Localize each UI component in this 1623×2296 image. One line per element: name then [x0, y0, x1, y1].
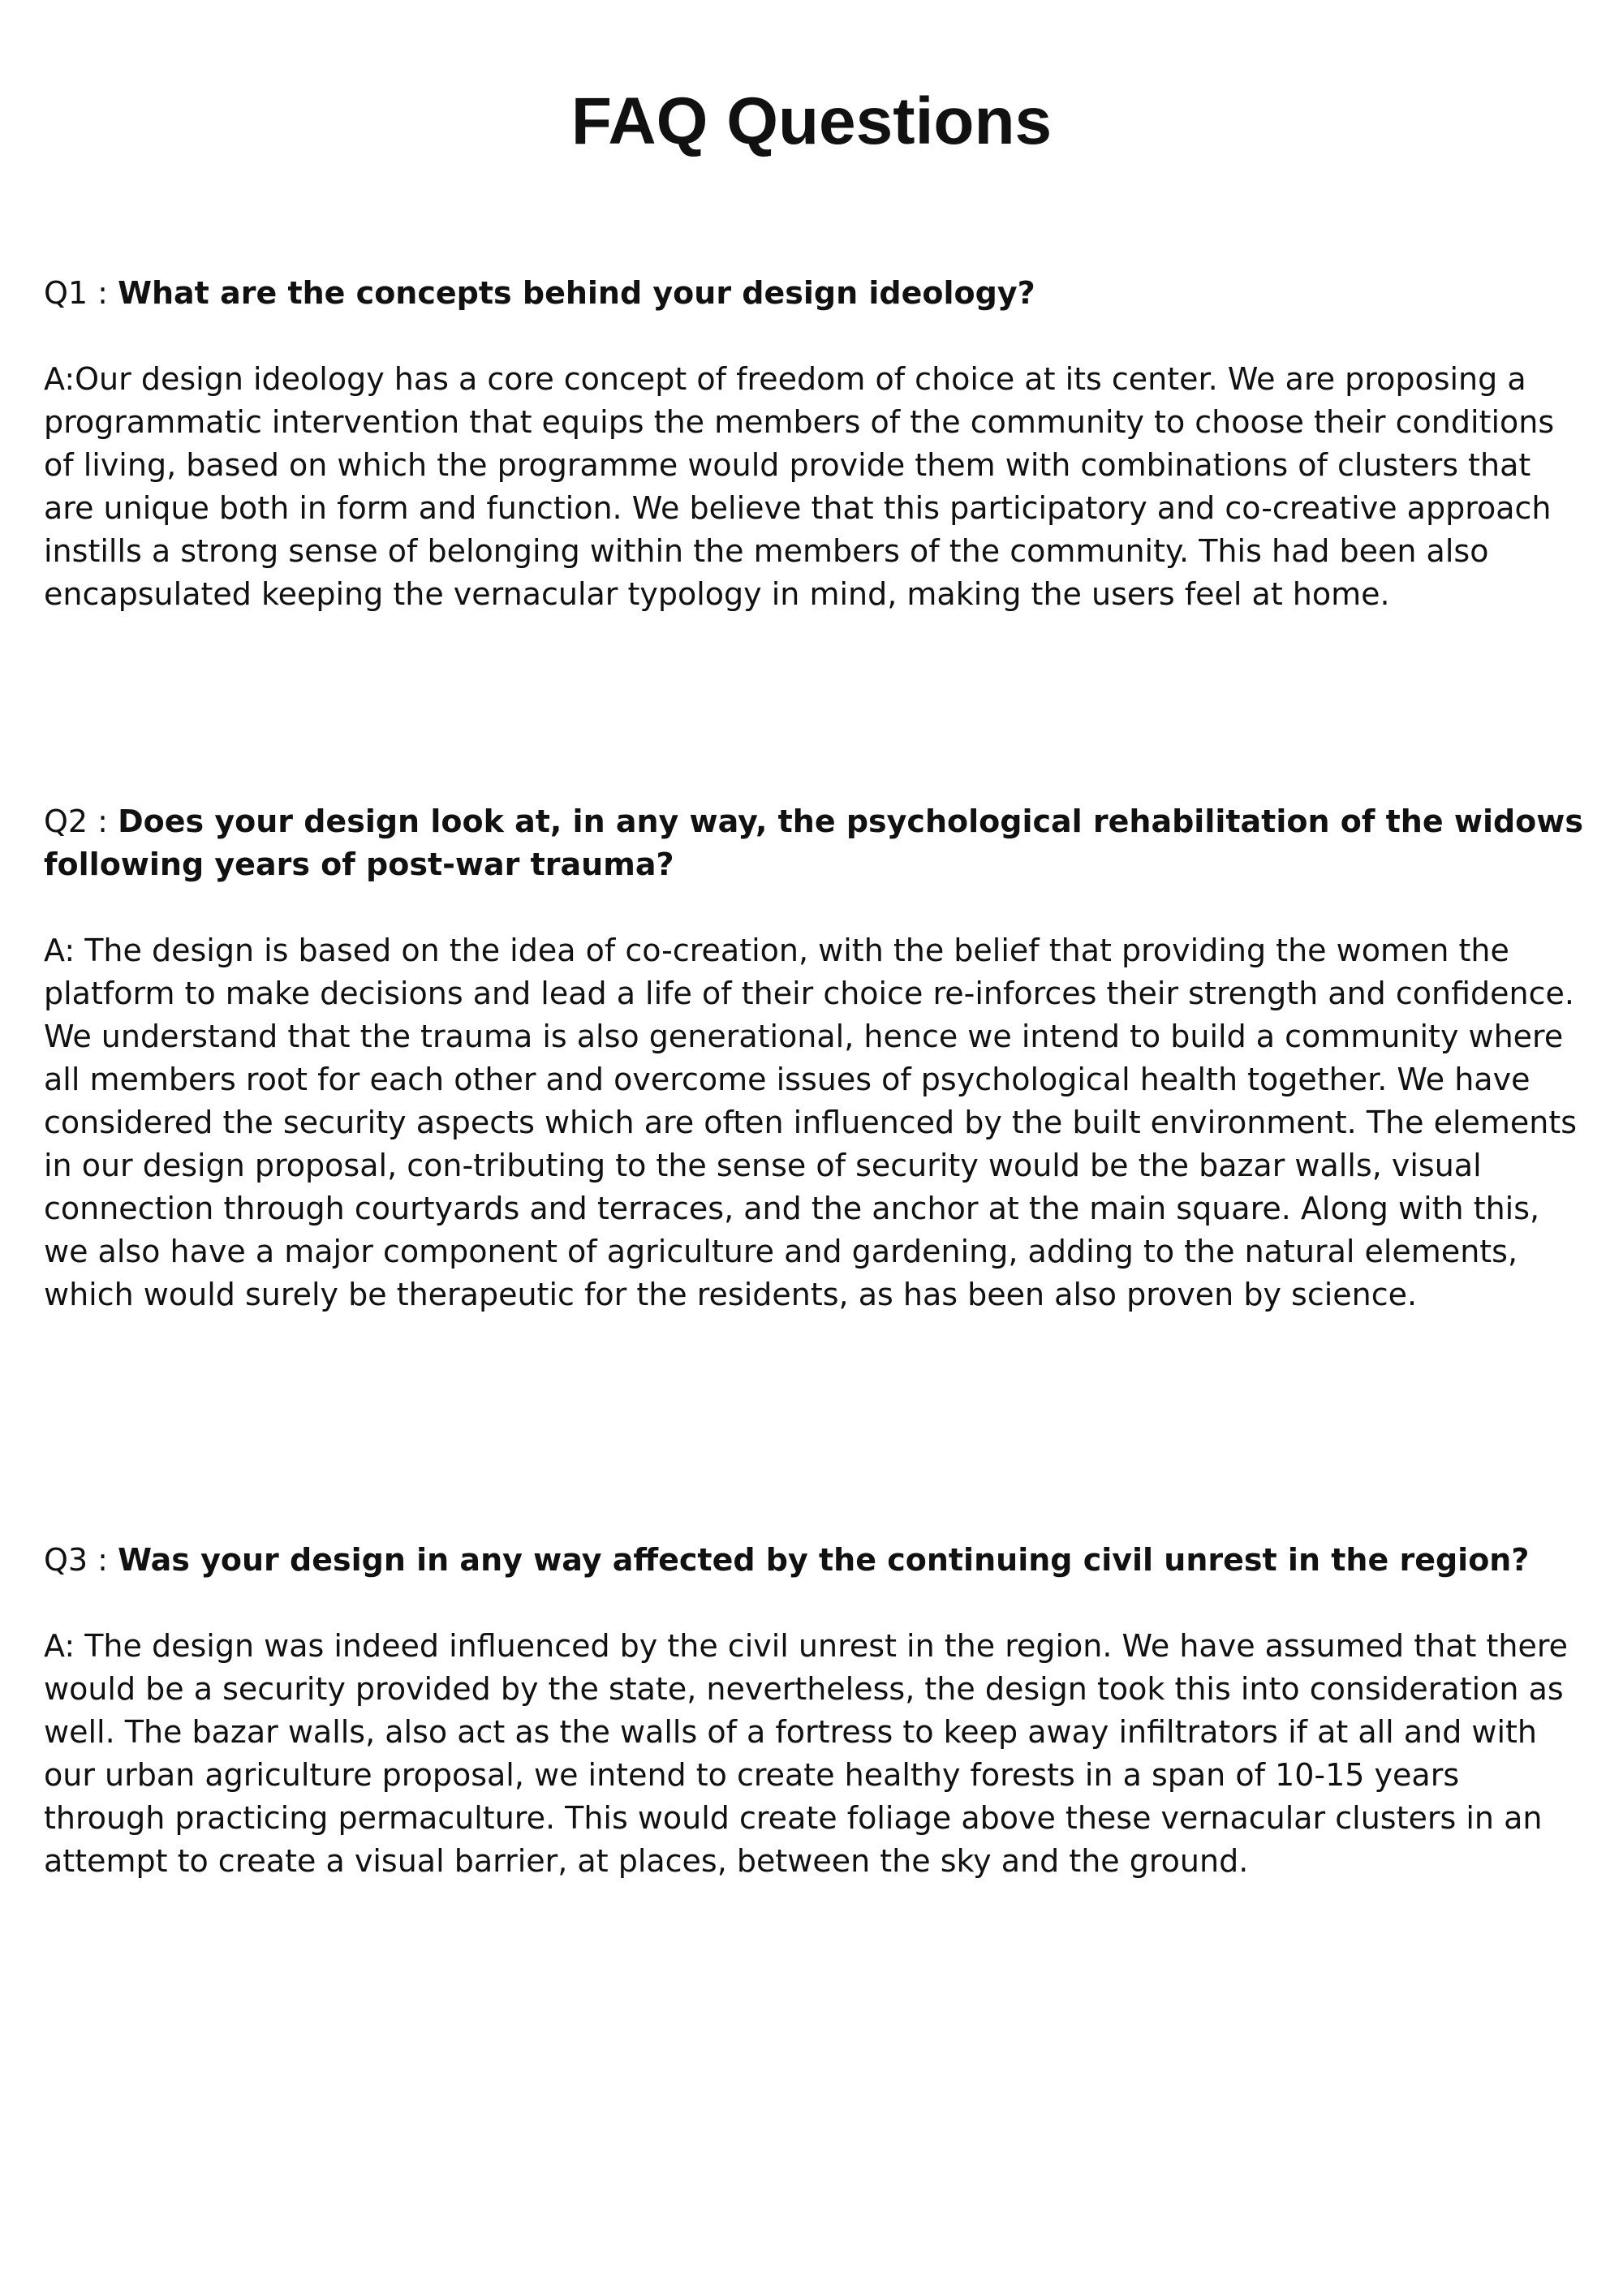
faq-item [44, 1539, 1586, 1883]
faq-item [44, 800, 1586, 1316]
faq-answer [44, 929, 1586, 1316]
answer-text: Our design ideology has a core concept of freedom of choice at its center. We are proposing a programmatic intervention that equips the members of the community to choose their conditions of living, based on which the programme would provide them with combinations of clusters that are unique both in form and function. We believe that this participatory and co-creative approach instills a strong sense of belonging within the members of the community. This had been also encapsulated keeping the vernacular typology in mind, making the users feel at home. [44, 361, 1555, 612]
question-text: Does your design look at, in any way, the psychological rehabilitation of the widows following years of post-war trauma? [44, 803, 1584, 882]
faq-question [44, 1539, 1586, 1582]
faq-answer [44, 358, 1586, 616]
answer-label: A: [44, 933, 85, 968]
page-title: FAQ Questions [570, 84, 1053, 158]
answer-text: The design was indeed influenced by the civil unrest in the region. We have assumed that there would be a security provided by the state, nevertheless, the design took this into consideration as well. The bazar walls, also act as the walls of a fortress to keep away infiltrators if at all and with our urban agriculture proposal, we intend to create healthy forests in a span of 10-15 years through practicing permaculture. This would create foliage above these vernacular clusters in an attempt to create a visual barrier, at places, between the sky and the ground. [44, 1628, 1569, 1879]
question-text: Was your design in any way affected by the continuing civil unrest in the region? [118, 1542, 1530, 1578]
question-label: Q2 : [44, 803, 118, 839]
answer-label: A: [44, 1628, 85, 1664]
faq-question [44, 272, 1586, 315]
question-text: What are the concepts behind your design ideology? [118, 275, 1035, 311]
faq-item [44, 272, 1586, 616]
faq-answer [44, 1625, 1586, 1883]
answer-text: The design is based on the idea of co-creation, with the belief that providing the women the platform to make decisions and lead a life of their choice re-inforces their strength and confidence. We understand that the trauma is also generational, hence we intend to build a community where all members root for each other and overcome issues of psychological health together. We have considered the security aspects which are often influenced by the built environment. The elements in our design proposal, con-tributing to the sense of security would be the bazar walls, visual connection through courtyards and terraces, and the anchor at the main square. Along with this, we also have a major component of agriculture and gardening, adding to the natural elements, which would surely be therapeutic for the residents, as has been also proven by science. [44, 933, 1578, 1312]
answer-label: A: [44, 361, 75, 397]
question-label: Q3 : [44, 1542, 118, 1578]
question-label: Q1 : [44, 275, 118, 311]
faq-question [44, 800, 1586, 886]
